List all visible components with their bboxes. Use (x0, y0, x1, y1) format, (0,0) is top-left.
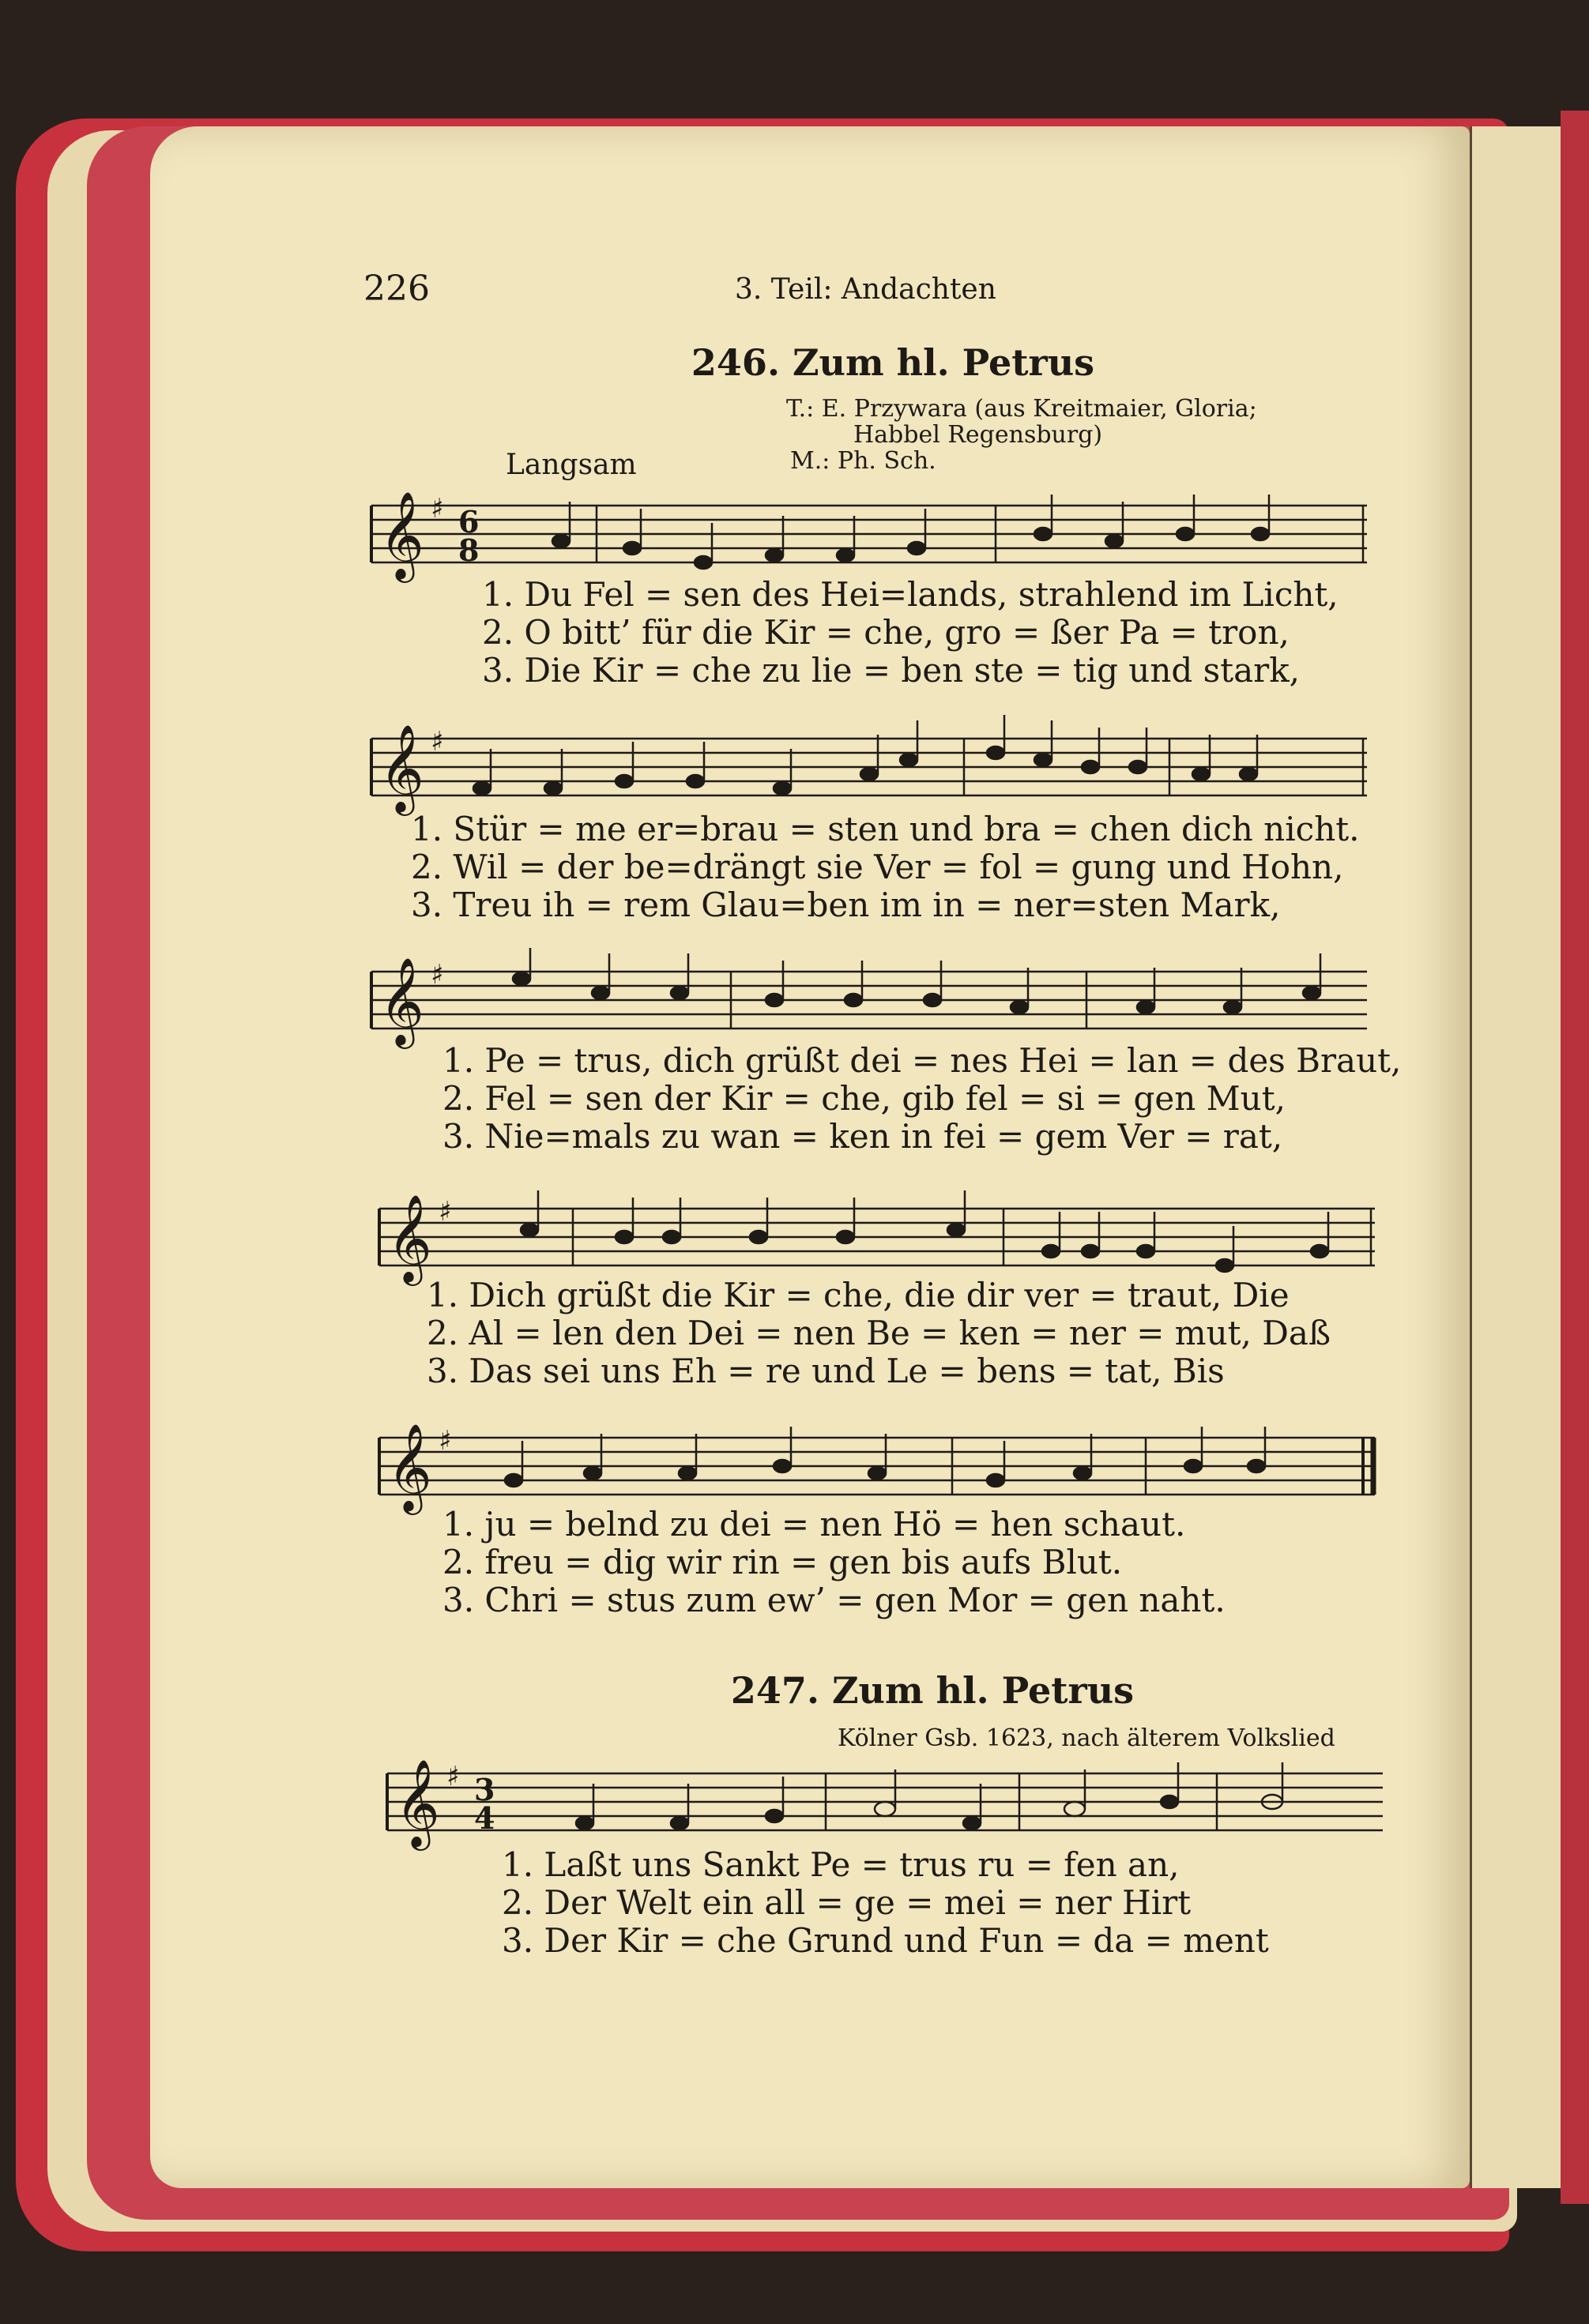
verse-line: 2. O bitt’ für die Kir = che, gro = ßer Pa = tron, (482, 613, 1290, 652)
verse-line: 1. Laßt uns Sankt Pe = trus ru = fen an, (502, 1845, 1180, 1884)
sharp-icon: ♯ (431, 959, 444, 991)
time-signature-top: 3 (474, 1772, 495, 1807)
time-signature-bottom: 4 (474, 1800, 495, 1836)
treble-clef-icon: 𝄞 (379, 724, 424, 812)
treble-clef-icon: 𝄞 (379, 957, 424, 1045)
song-title: 246. Zum hl. Petrus (691, 341, 1095, 384)
treble-clef-icon: 𝄞 (379, 491, 424, 579)
page-header (363, 269, 1375, 316)
verse-line: 1. Stür = me er=brau = sten und bra = chen dich nicht. (411, 810, 1360, 848)
source-credit: Kölner Gsb. 1623, nach älterem Volkslied (838, 1724, 1335, 1752)
verse-line: 3. Nie=mals zu wan = ken in fei = gem Ver = rat, (442, 1117, 1283, 1156)
song-title: 247. Zum hl. Petrus (730, 1669, 1135, 1712)
text-credit: T.: E. Przywara (aus Kreitmaier, Gloria; (786, 395, 1257, 423)
notes (513, 948, 1320, 1013)
music-credit: M.: Ph. Sch. (790, 447, 936, 475)
sharp-icon: ♯ (431, 726, 444, 758)
verse-line: 2. Wil = der be=drängt sie Ver = fol = gung und Hohn, (411, 848, 1344, 886)
sharp-icon: ♯ (439, 1196, 452, 1228)
verse-line: 2. Fel = sen der Kir = che, gib fel = si = gen Mut, (442, 1079, 1286, 1118)
page-number: 226 (363, 269, 430, 309)
tempo-marking: Langsam (506, 449, 637, 481)
sharp-icon: ♯ (431, 493, 444, 525)
treble-clef-icon: 𝄞 (395, 1758, 440, 1847)
facing-page-edge (1561, 111, 1589, 2204)
verse-line: 3. Die Kir = che zu lie = ben ste = tig und stark, (482, 651, 1300, 690)
verse-line: 3. Treu ih = rem Glau=ben im in = ner=sten Mark, (411, 886, 1281, 924)
verse-line: 1. Dich grüßt die Kir = che, die dir ver = traut, Die (427, 1276, 1290, 1314)
verse-line: 1. ju = belnd zu dei = nen Hö = hen schaut. (442, 1505, 1186, 1544)
sharp-icon: ♯ (439, 1425, 452, 1457)
notes (473, 715, 1257, 795)
sharp-icon: ♯ (446, 1761, 460, 1792)
music-staff-1 (363, 482, 1375, 585)
verse-line: 3. Das sei uns Eh = re und Le = bens = tat, Bis (427, 1352, 1225, 1390)
music-staff-2 (363, 715, 1375, 818)
verse-line: 2. Al = len den Dei = nen Be = ken = ner = mut, Daß (427, 1314, 1331, 1352)
running-head: 3. Teil: Andachten (735, 273, 996, 306)
music-staff-4 (371, 1185, 1383, 1288)
music-staff-5 (371, 1414, 1383, 1517)
verse-line: 1. Pe = trus, dich grüßt dei = nes Hei = lan = des Braut, (442, 1041, 1402, 1080)
time-signature-bottom: 8 (458, 532, 480, 568)
verse-line: 2. Der Welt ein all = ge = mei = ner Hirt (502, 1883, 1192, 1922)
facing-page (1470, 126, 1567, 2188)
notes (521, 1190, 1328, 1272)
notes (505, 1427, 1265, 1487)
music-staff-6 (379, 1750, 1391, 1852)
time-signature-top: 6 (458, 504, 480, 540)
verse-line: 3. Chri = stus zum ew’ = gen Mor = gen naht. (442, 1581, 1226, 1619)
verse-line: 1. Du Fel = sen des Hei=lands, strahlend im Licht, (482, 575, 1339, 614)
treble-clef-icon: 𝄞 (387, 1423, 432, 1511)
treble-clef-icon: 𝄞 (387, 1194, 432, 1282)
music-staff-3 (363, 948, 1375, 1051)
verse-line: 3. Der Kir = che Grund und Fun = da = ment (502, 1921, 1269, 1960)
text-credit-line-2: Habbel Regensburg) (853, 421, 1103, 449)
verse-line: 2. freu = dig wir rin = gen bis aufs Blut. (442, 1543, 1123, 1581)
